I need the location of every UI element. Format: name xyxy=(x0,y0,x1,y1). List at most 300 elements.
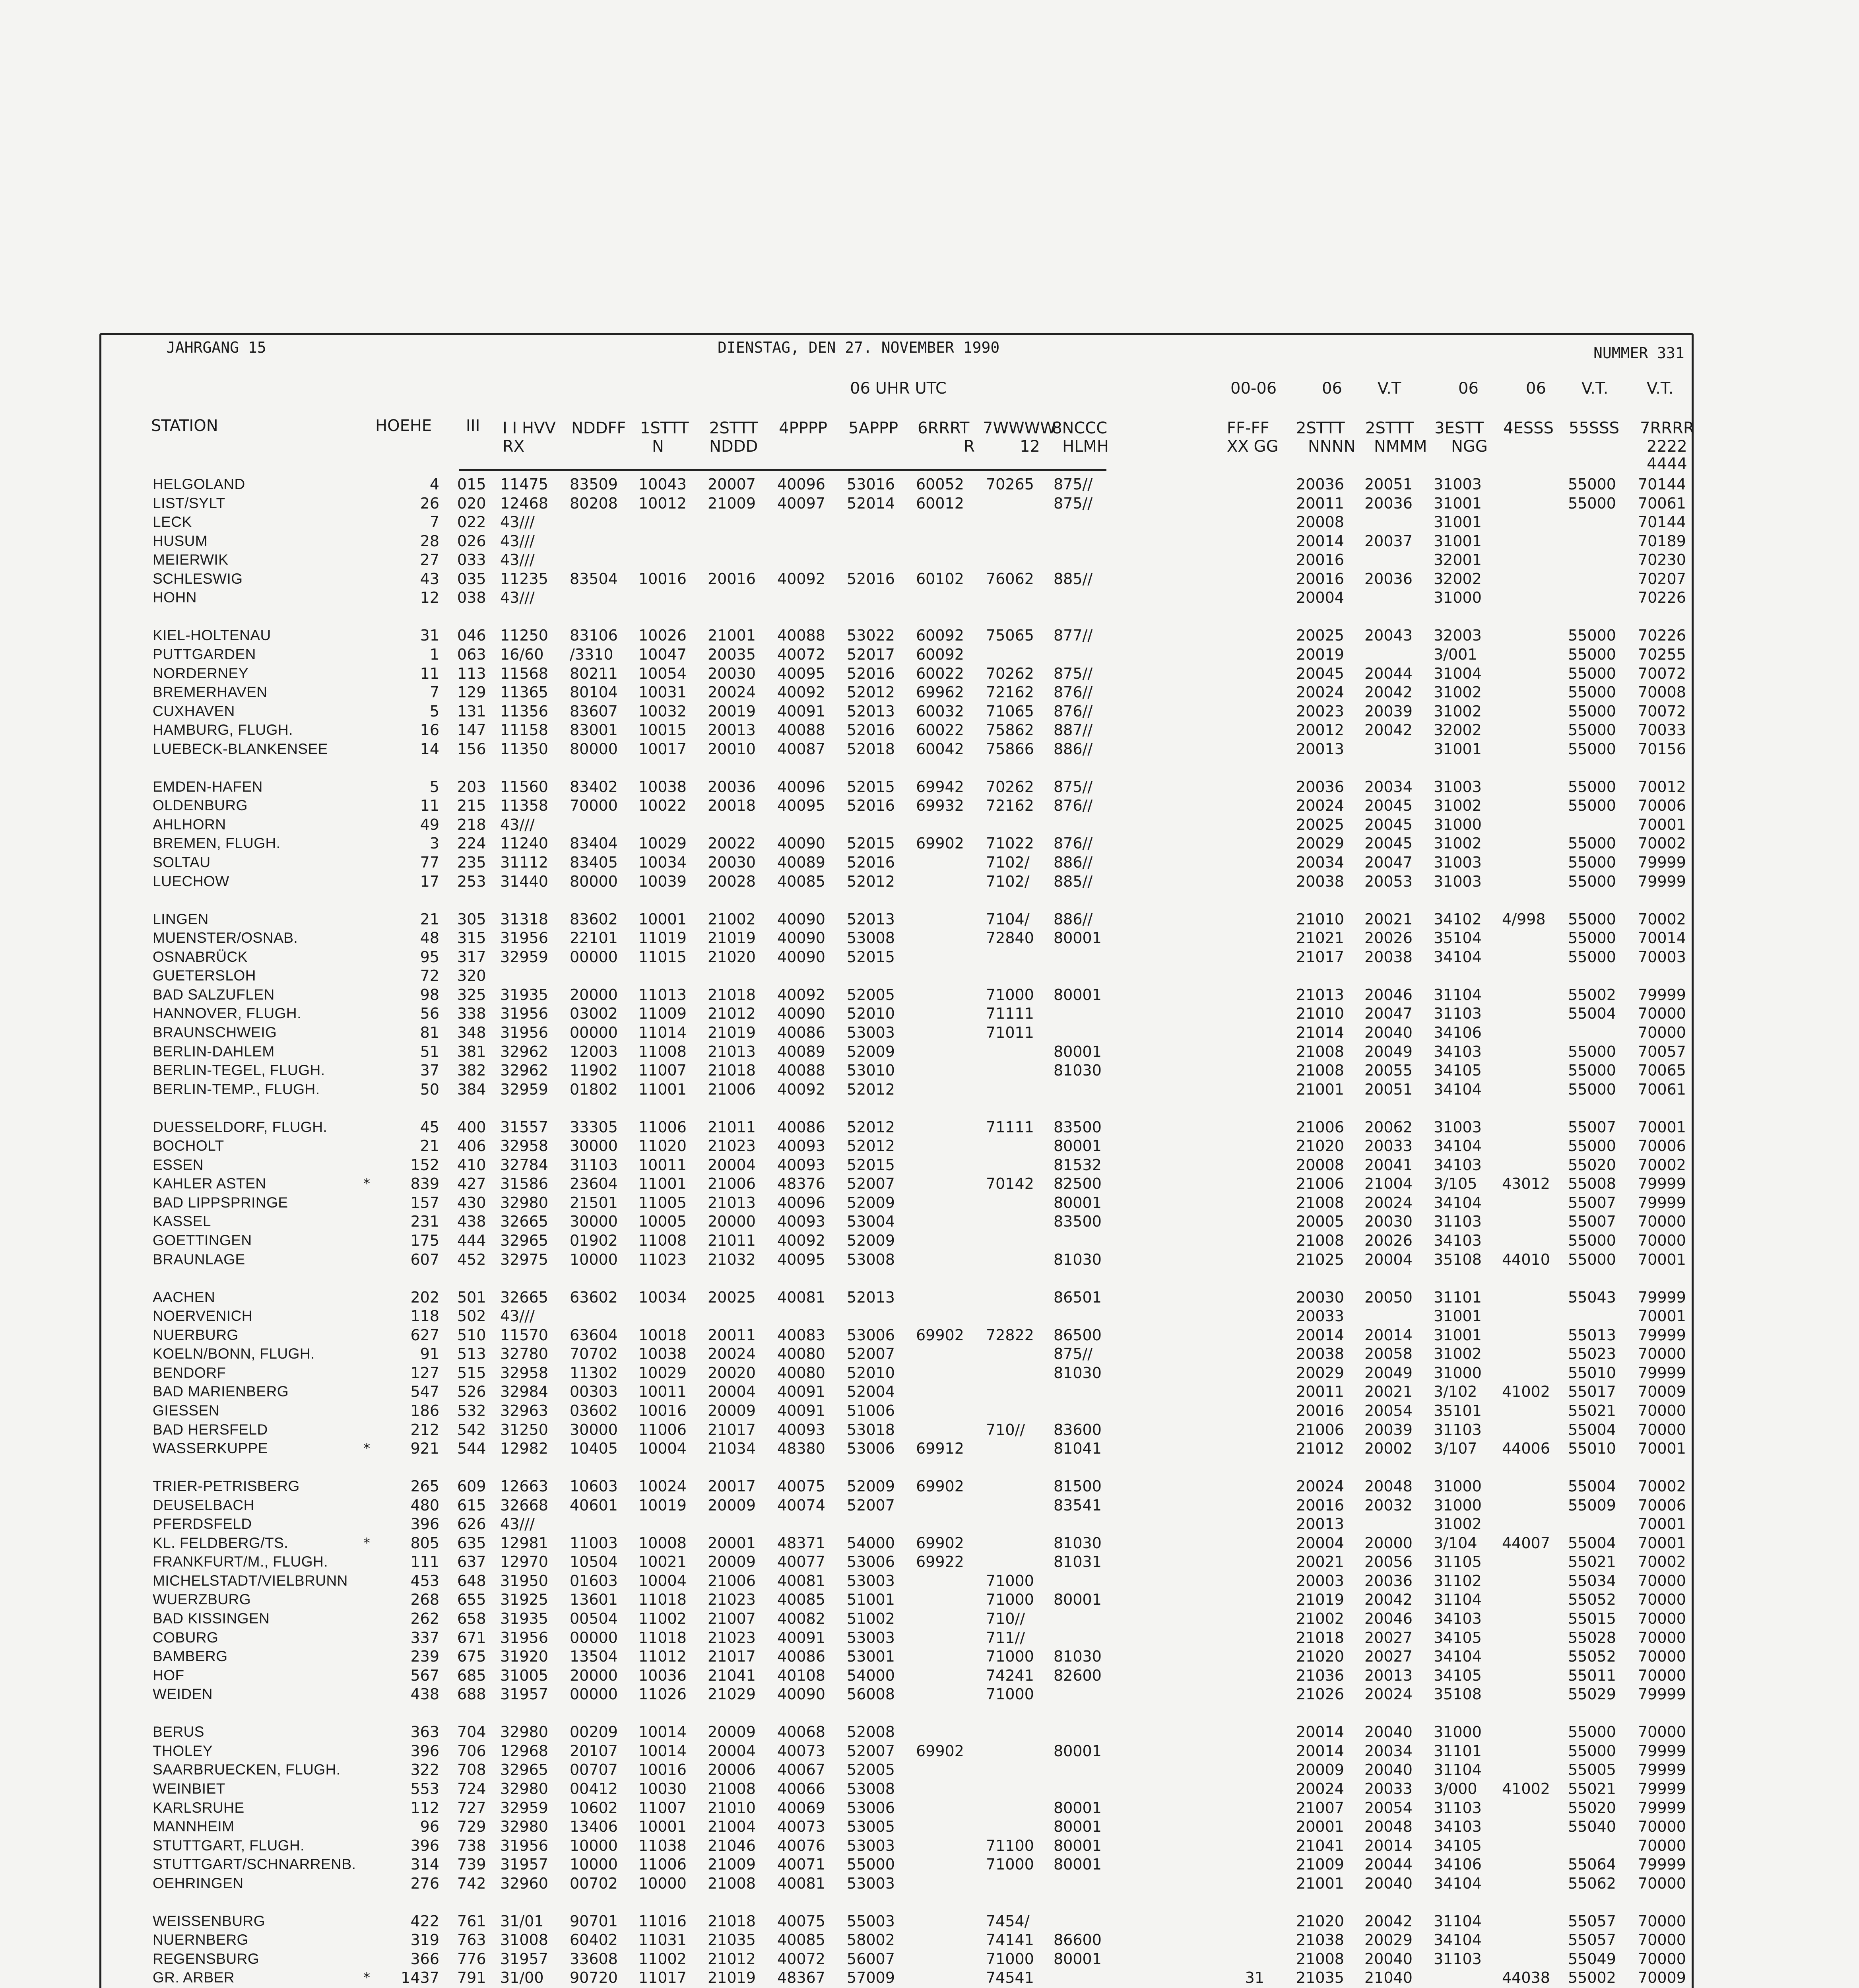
cell-g1-2sttt: 20016 xyxy=(708,570,756,588)
cell-g1-1sttt: 10038 xyxy=(638,778,687,796)
table-row xyxy=(0,1005,1859,1022)
cell-g2-2sttt-b: 20000 xyxy=(1364,1534,1413,1552)
station-name: BAD HERSFELD xyxy=(153,1421,268,1438)
station-height: 480 xyxy=(410,1496,439,1514)
cell-g2-55sss: 55004 xyxy=(1568,1477,1616,1495)
table-row xyxy=(0,948,1859,966)
table-row xyxy=(0,967,1859,984)
cell-g1-nddff: 10603 xyxy=(570,1477,618,1495)
cell-g2-2sttt-b: 20054 xyxy=(1364,1402,1413,1419)
cell-g1-5appp: 52015 xyxy=(847,948,895,966)
station-name: BERLIN-DAHLEM xyxy=(153,1043,275,1060)
cell-g2-55sss: 55000 xyxy=(1568,740,1616,758)
cell-g1-6rrrt: 60022 xyxy=(916,664,964,682)
cell-g1-7wwww: 75866 xyxy=(986,740,1034,758)
cell-g1-nddff: 12003 xyxy=(570,1043,618,1060)
cell-g1-i-hvv: 31957 xyxy=(500,1685,548,1703)
station-name: OSNABRÜCK xyxy=(153,948,248,965)
cell-g2-7rrrr: 79999 xyxy=(1638,854,1686,871)
cell-g1-8nccc: 80001 xyxy=(1054,1818,1102,1836)
cell-g1-i-hvv: 31956 xyxy=(500,1023,548,1041)
cell-g1-4pppp: 40092 xyxy=(777,1080,825,1098)
cell-g2-3estt: 34104 xyxy=(1434,1194,1482,1211)
cell-g2-2sttt-a: 20024 xyxy=(1296,1477,1344,1495)
cell-g1-1sttt: 10029 xyxy=(638,1364,687,1382)
cell-g1-5appp: 52010 xyxy=(847,1364,895,1382)
date-label: DIENSTAG, DEN 27. NOVEMBER 1990 xyxy=(718,339,1000,356)
cell-g2-7rrrr: 70000 xyxy=(1638,1629,1686,1646)
cell-g2-3estt: 31003 xyxy=(1434,854,1482,871)
cell-g1-8nccc: 81031 xyxy=(1054,1553,1102,1571)
cell-g1-4pppp: 40087 xyxy=(777,740,825,758)
cell-g1-7wwww: 71111 xyxy=(986,1005,1034,1023)
cell-g1-1sttt: 10016 xyxy=(638,1402,687,1419)
cell-g1-1sttt: 10034 xyxy=(638,854,687,871)
cell-g1-1sttt: 11018 xyxy=(638,1591,687,1609)
cell-g1-i-hvv: 43/// xyxy=(500,589,535,607)
cell-g1-5appp: 57009 xyxy=(847,1969,895,1987)
cell-g2-3estt: 34103 xyxy=(1434,1610,1482,1627)
station-name: DUESSELDORF, FLUGH. xyxy=(153,1118,328,1135)
cell-g2-3estt: 31000 xyxy=(1434,815,1482,833)
cell-g1-i-hvv: 12981 xyxy=(500,1534,548,1552)
cell-g1-1sttt: 10038 xyxy=(638,1345,687,1363)
cell-g1-i-hvv: 11350 xyxy=(500,740,548,758)
table-row xyxy=(0,1497,1859,1514)
cell-g2-55sss: 55057 xyxy=(1568,1912,1616,1930)
cell-g1-nddff: 11003 xyxy=(570,1534,618,1552)
cell-g2-55sss: 55000 xyxy=(1568,910,1616,928)
cell-g1-nddff: 22101 xyxy=(570,929,618,947)
cell-g1-7wwww: 710// xyxy=(986,1610,1025,1627)
cell-g1-nddff: 63602 xyxy=(570,1288,618,1306)
cell-g1-1sttt: 11007 xyxy=(638,1062,687,1079)
cell-g2-2sttt-a: 20029 xyxy=(1296,835,1344,852)
cell-g2-2sttt-a: 20011 xyxy=(1296,494,1344,512)
cell-g2-7rrrr: 70207 xyxy=(1638,570,1686,588)
table-row xyxy=(0,778,1859,796)
cell-g2-55sss: 55011 xyxy=(1568,1666,1616,1684)
cell-g1-i-hvv: 16/60 xyxy=(500,645,544,663)
cell-g1-2sttt: 20018 xyxy=(708,797,756,815)
cell-g1-nddff: 80211 xyxy=(570,664,618,682)
station-index: 020 xyxy=(457,494,486,512)
cell-g2-2sttt-b: 20030 xyxy=(1364,1213,1413,1231)
cell-g1-i-hvv: 11568 xyxy=(500,664,548,682)
cell-g1-nddff: 00000 xyxy=(570,1629,618,1646)
station-name: AACHEN xyxy=(153,1289,215,1305)
cell-g2-2sttt-b: 20054 xyxy=(1364,1799,1413,1817)
cell-g2-2sttt-a: 21008 xyxy=(1296,1194,1344,1211)
table-row xyxy=(0,1383,1859,1400)
cell-g2-2sttt-b: 20036 xyxy=(1364,570,1413,588)
table-row xyxy=(0,665,1859,682)
cell-g1-6rrrt: 60092 xyxy=(916,627,964,645)
cell-g1-i-hvv: 32980 xyxy=(500,1194,548,1211)
cell-g2-4esss: 44006 xyxy=(1502,1440,1550,1458)
cell-g2-3estt: 31000 xyxy=(1434,1496,1482,1514)
cell-g2-2sttt-a: 21002 xyxy=(1296,1610,1344,1627)
cell-g2-2sttt-b: 20024 xyxy=(1364,1194,1413,1211)
station-index: 513 xyxy=(457,1345,486,1363)
cell-g1-i-hvv: 43/// xyxy=(500,551,535,569)
cell-g2-2sttt-b: 20039 xyxy=(1364,1421,1413,1439)
cell-g1-nddff: 33305 xyxy=(570,1118,618,1136)
station-index: 224 xyxy=(457,835,486,852)
cell-g2-3estt: 31101 xyxy=(1434,1742,1482,1760)
cell-g1-1sttt: 10032 xyxy=(638,702,687,720)
table-row xyxy=(0,646,1859,663)
cell-g1-1sttt: 10015 xyxy=(638,721,687,739)
cell-g2-7rrrr: 70000 xyxy=(1638,1837,1686,1854)
cell-g1-1sttt: 11008 xyxy=(638,1043,687,1060)
cell-g2-2sttt-a: 20024 xyxy=(1296,797,1344,815)
cell-g1-2sttt: 21019 xyxy=(708,1023,756,1041)
cell-g1-4pppp: 40075 xyxy=(777,1477,825,1495)
station-name: BERLIN-TEGEL, FLUGH. xyxy=(153,1062,325,1079)
cell-g2-55sss: 55020 xyxy=(1568,1156,1616,1174)
cell-g1-i-hvv: 32980 xyxy=(500,1780,548,1798)
cell-g1-7wwww: 71011 xyxy=(986,1023,1034,1041)
cell-g1-5appp: 55000 xyxy=(847,1856,895,1873)
station-name: THOLEY xyxy=(153,1742,213,1759)
station-height: 239 xyxy=(410,1648,439,1666)
station-name: SCHLESWIG xyxy=(153,570,243,587)
cell-g2-4esss: 41002 xyxy=(1502,1383,1550,1401)
station-height: 118 xyxy=(410,1307,439,1325)
cell-g1-8nccc: 886// xyxy=(1054,910,1093,928)
cell-g1-nddff: 10405 xyxy=(570,1440,618,1458)
cell-g1-5appp: 53004 xyxy=(847,1213,895,1231)
cell-g1-4pppp: 40108 xyxy=(777,1666,825,1684)
cell-g1-1sttt: 10000 xyxy=(638,1874,687,1892)
cell-g2-7rrrr: 70000 xyxy=(1638,1591,1686,1609)
cell-g2-2sttt-b: 20034 xyxy=(1364,1742,1413,1760)
cell-g1-4pppp: 40077 xyxy=(777,1553,825,1571)
col-header-c8a: 7WWWW xyxy=(983,419,1056,437)
cell-g1-1sttt: 10019 xyxy=(638,1496,687,1514)
station-name: HAMBURG, FLUGH. xyxy=(153,722,293,738)
cell-g1-i-hvv: 31/00 xyxy=(500,1969,544,1987)
station-height: 453 xyxy=(410,1572,439,1590)
cell-g1-2sttt: 20006 xyxy=(708,1761,756,1779)
cell-g1-7wwww: 71100 xyxy=(986,1837,1034,1854)
cell-g2-55sss: 55000 xyxy=(1568,721,1616,739)
group-label-vt-c: V.T. xyxy=(1647,379,1674,398)
cell-g2-2sttt-a: 21036 xyxy=(1296,1666,1344,1684)
cell-g1-nddff: 80000 xyxy=(570,740,618,758)
cell-g2-55sss: 55005 xyxy=(1568,1761,1616,1779)
cell-g1-5appp: 52016 xyxy=(847,854,895,871)
station-name: GOETTINGEN xyxy=(153,1232,252,1248)
cell-g2-7rrrr: 70000 xyxy=(1638,1912,1686,1930)
cell-g2-2sttt-a: 21018 xyxy=(1296,1629,1344,1646)
cell-g2-55sss: 55004 xyxy=(1568,1421,1616,1439)
cell-g2-7rrrr: 70002 xyxy=(1638,1477,1686,1495)
cell-g2-55sss: 55000 xyxy=(1568,854,1616,871)
cell-g2-7rrrr: 79999 xyxy=(1638,1742,1686,1760)
cell-g2-55sss: 55015 xyxy=(1568,1610,1616,1627)
cell-g1-1sttt: 10022 xyxy=(638,797,687,815)
cell-g2-7rrrr: 70002 xyxy=(1638,1156,1686,1174)
cell-g1-nddff: 00000 xyxy=(570,1023,618,1041)
cell-g2-2sttt-a: 20024 xyxy=(1296,683,1344,701)
cell-g1-2sttt: 21018 xyxy=(708,986,756,1004)
cell-g1-nddff: 13504 xyxy=(570,1648,618,1666)
cell-g1-7wwww: 72162 xyxy=(986,797,1034,815)
cell-g2-2sttt-b: 21040 xyxy=(1364,1969,1413,1987)
cell-g1-8nccc: 83600 xyxy=(1054,1421,1102,1439)
cell-g1-i-hvv: 31/01 xyxy=(500,1912,544,1930)
station-index: 305 xyxy=(457,910,486,928)
cell-g2-2sttt-a: 20033 xyxy=(1296,1307,1344,1325)
cell-g1-4pppp: 40095 xyxy=(777,664,825,682)
cell-g2-3estt: 34103 xyxy=(1434,1043,1482,1060)
col-header-hoehe: HOEHE xyxy=(375,417,432,435)
cell-g2-2sttt-b: 20029 xyxy=(1364,1931,1413,1949)
cell-g1-7wwww: 7102/ xyxy=(986,854,1030,871)
cell-g2-3estt: 3/107 xyxy=(1434,1440,1477,1458)
table-row xyxy=(0,551,1859,569)
table-row xyxy=(0,1685,1859,1703)
cell-g2-3estt: 3/102 xyxy=(1434,1383,1477,1401)
station-index: 452 xyxy=(457,1250,486,1268)
station-name: SAARBRUECKEN, FLUGH. xyxy=(153,1761,341,1778)
cell-g1-5appp: 52009 xyxy=(847,1477,895,1495)
cell-g1-nddff: 83405 xyxy=(570,854,618,871)
cell-g1-nddff: 03002 xyxy=(570,1005,618,1023)
cell-g1-4pppp: 40074 xyxy=(777,1496,825,1514)
cell-g2-2sttt-b: 20042 xyxy=(1364,683,1413,701)
cell-g2-7rrrr: 70002 xyxy=(1638,1553,1686,1571)
cell-g2-7rrrr: 70072 xyxy=(1638,702,1686,720)
station-height: 26 xyxy=(420,494,439,512)
cell-g2-7rrrr: 70226 xyxy=(1638,589,1686,607)
cell-g2-7rrrr: 70226 xyxy=(1638,627,1686,645)
station-index: 026 xyxy=(457,532,486,550)
station-index: 235 xyxy=(457,854,486,871)
station-name: NUERNBERG xyxy=(153,1932,248,1948)
cell-g1-8nccc: 875// xyxy=(1054,664,1093,682)
station-height: 49 xyxy=(420,815,439,833)
station-index: 738 xyxy=(457,1837,486,1854)
table-row xyxy=(0,1326,1859,1344)
cell-g2-3estt: 31002 xyxy=(1434,797,1482,815)
cell-g1-1sttt: 11007 xyxy=(638,1799,687,1817)
cell-g2-55sss: 55004 xyxy=(1568,1534,1616,1552)
station-index: 763 xyxy=(457,1931,486,1949)
station-name: WUERZBURG xyxy=(153,1591,251,1608)
cell-g2-3estt: 31103 xyxy=(1434,1213,1482,1231)
cell-g2-2sttt-b: 20049 xyxy=(1364,1364,1413,1382)
cell-g1-nddff: 01902 xyxy=(570,1232,618,1249)
group-label-06-b: 06 xyxy=(1458,379,1479,398)
group-label-vt-a: V.T xyxy=(1378,379,1401,398)
cell-g1-8nccc: 86501 xyxy=(1054,1288,1102,1306)
cell-g2-2sttt-b: 20047 xyxy=(1364,1005,1413,1023)
cell-g2-7rrrr: 70001 xyxy=(1638,815,1686,833)
cell-g1-7wwww: 74541 xyxy=(986,1969,1034,1987)
cell-g2-2sttt-a: 20004 xyxy=(1296,1534,1344,1552)
cell-g1-5appp: 52015 xyxy=(847,1156,895,1174)
cell-g2-3estt: 31003 xyxy=(1434,778,1482,796)
cell-g2-3estt: 35108 xyxy=(1434,1685,1482,1703)
col-header-c10b: XX GG xyxy=(1227,437,1279,456)
cell-g2-2sttt-a: 20024 xyxy=(1296,1780,1344,1798)
cell-g1-i-hvv: 11250 xyxy=(500,627,548,645)
cell-g1-7wwww: 71000 xyxy=(986,986,1034,1004)
station-index: 253 xyxy=(457,872,486,890)
table-row xyxy=(0,476,1859,493)
cell-g2-55sss: 55010 xyxy=(1568,1440,1616,1458)
cell-g1-4pppp: 40081 xyxy=(777,1874,825,1892)
cell-g1-i-hvv: 12970 xyxy=(500,1553,548,1571)
col-header-c16a: 7RRRR xyxy=(1640,419,1694,437)
cell-g2-7rrrr: 70000 xyxy=(1638,1005,1686,1023)
cell-g1-i-hvv: 31112 xyxy=(500,854,548,871)
station-index: 502 xyxy=(457,1307,486,1325)
cell-g1-nddff: 13406 xyxy=(570,1818,618,1836)
cell-g1-i-hvv: 32959 xyxy=(500,1080,548,1098)
table-row xyxy=(0,1421,1859,1439)
cell-g1-4pppp: 40085 xyxy=(777,1931,825,1949)
col-header-c11a: 2STTT xyxy=(1296,419,1345,437)
station-height: 91 xyxy=(420,1345,439,1363)
cell-g1-7wwww: 71000 xyxy=(986,1685,1034,1703)
cell-g1-8nccc: 80001 xyxy=(1054,1950,1102,1968)
cell-g2-7rrrr: 70000 xyxy=(1638,1931,1686,1949)
cell-g1-i-hvv: 12968 xyxy=(500,1742,548,1760)
cell-g1-4pppp: 40090 xyxy=(777,1685,825,1703)
cell-g1-2sttt: 21013 xyxy=(708,1194,756,1211)
cell-g2-2sttt-b: 20041 xyxy=(1364,1156,1413,1174)
cell-g1-6rrrt: 60052 xyxy=(916,476,964,493)
cell-g1-1sttt: 10016 xyxy=(638,570,687,588)
station-height: 396 xyxy=(410,1515,439,1533)
station-name: MICHELSTADT/VIELBRUNN xyxy=(153,1572,348,1589)
station-height: 276 xyxy=(410,1874,439,1892)
cell-g2-2sttt-b: 20045 xyxy=(1364,835,1413,852)
station-index: 526 xyxy=(457,1383,486,1401)
cell-g2-3estt: 31001 xyxy=(1434,494,1482,512)
cell-g1-2sttt: 21029 xyxy=(708,1685,756,1703)
col-header-iii: III xyxy=(466,417,480,435)
cell-g2-7rrrr: 70255 xyxy=(1638,645,1686,663)
station-index: 615 xyxy=(457,1496,486,1514)
table-row xyxy=(0,1232,1859,1249)
cell-g1-2sttt: 21018 xyxy=(708,1062,756,1079)
cell-g2-2sttt-b: 20040 xyxy=(1364,1723,1413,1741)
station-name: BAD KISSINGEN xyxy=(153,1610,270,1627)
cell-g1-i-hvv: 32780 xyxy=(500,1345,548,1363)
cell-g1-5appp: 53006 xyxy=(847,1440,895,1458)
cell-g2-2sttt-b: 20040 xyxy=(1364,1874,1413,1892)
cell-g2-7rrrr: 70001 xyxy=(1638,1118,1686,1136)
station-name: WEIDEN xyxy=(153,1686,213,1703)
cell-g1-i-hvv: 31956 xyxy=(500,1005,548,1023)
cell-g1-i-hvv: 31956 xyxy=(500,929,548,947)
cell-g1-8nccc: 81041 xyxy=(1054,1440,1102,1458)
table-row xyxy=(0,1818,1859,1835)
cell-g1-4pppp: 40072 xyxy=(777,645,825,663)
station-height: 396 xyxy=(410,1742,439,1760)
cell-g1-7wwww: 71000 xyxy=(986,1572,1034,1590)
cell-g1-2sttt: 20000 xyxy=(708,1213,756,1231)
cell-g1-6rrrt: 60012 xyxy=(916,494,964,512)
table-row xyxy=(0,1723,1859,1741)
cell-g2-2sttt-b: 20026 xyxy=(1364,1232,1413,1249)
cell-g1-5appp: 52013 xyxy=(847,910,895,928)
station-height: 127 xyxy=(410,1364,439,1382)
cell-g2-3estt: 31001 xyxy=(1434,1307,1482,1325)
cell-g1-8nccc: 887// xyxy=(1054,721,1093,739)
cell-g2-2sttt-a: 20004 xyxy=(1296,589,1344,607)
station-index: 791 xyxy=(457,1969,486,1987)
cell-g2-2sttt-a: 21014 xyxy=(1296,1023,1344,1041)
cell-g1-7wwww: 71000 xyxy=(986,1856,1034,1873)
cell-g1-1sttt: 10016 xyxy=(638,1761,687,1779)
cell-g2-2sttt-a: 20001 xyxy=(1296,1818,1344,1836)
cell-g2-2sttt-a: 20034 xyxy=(1296,854,1344,871)
table-row xyxy=(0,1856,1859,1873)
station-index: 317 xyxy=(457,948,486,966)
cell-g1-5appp: 52010 xyxy=(847,1005,895,1023)
cell-g1-8nccc: 81030 xyxy=(1054,1250,1102,1268)
cell-g2-2sttt-b: 20062 xyxy=(1364,1118,1413,1136)
cell-g1-7wwww: 70262 xyxy=(986,664,1034,682)
cell-g1-5appp: 52016 xyxy=(847,570,895,588)
station-name: PUTTGARDEN xyxy=(153,646,256,662)
cell-g1-8nccc: 80001 xyxy=(1054,1856,1102,1873)
cell-g2-3estt: 31001 xyxy=(1434,513,1482,531)
cell-g2-55sss: 55004 xyxy=(1568,1005,1616,1023)
cell-g2-2sttt-a: 20014 xyxy=(1296,1742,1344,1760)
table-row xyxy=(0,1950,1859,1968)
cell-g2-2sttt-a: 20036 xyxy=(1296,778,1344,796)
cell-g2-7rrrr: 70033 xyxy=(1638,721,1686,739)
cell-g2-3estt: 31103 xyxy=(1434,1799,1482,1817)
cell-g1-2sttt: 21009 xyxy=(708,1856,756,1873)
table-row xyxy=(0,627,1859,644)
cell-g1-2sttt: 20001 xyxy=(708,1534,756,1552)
cell-g1-7wwww: 71065 xyxy=(986,702,1034,720)
cell-g1-5appp: 52012 xyxy=(847,872,895,890)
cell-g2-2sttt-b: 20004 xyxy=(1364,1250,1413,1268)
cell-g2-55sss: 55000 xyxy=(1568,929,1616,947)
cell-g1-i-hvv: 32958 xyxy=(500,1137,548,1155)
cell-g2-2sttt-a: 21010 xyxy=(1296,910,1344,928)
cell-g1-5appp: 52012 xyxy=(847,1080,895,1098)
station-index: 658 xyxy=(457,1610,486,1627)
station-index: 776 xyxy=(457,1950,486,1968)
table-row xyxy=(0,1364,1859,1382)
cell-g1-2sttt: 20024 xyxy=(708,1345,756,1363)
cell-g2-7rrrr: 79999 xyxy=(1638,872,1686,890)
cell-g1-2sttt: 21001 xyxy=(708,627,756,645)
cell-g2-7rrrr: 70009 xyxy=(1638,1383,1686,1401)
cell-g2-2sttt-b: 20047 xyxy=(1364,854,1413,871)
cell-g1-nddff: 63604 xyxy=(570,1326,618,1344)
station-index: 688 xyxy=(457,1685,486,1703)
cell-g2-7rrrr: 70014 xyxy=(1638,929,1686,947)
station-index: 147 xyxy=(457,721,486,739)
station-index: 338 xyxy=(457,1005,486,1023)
station-height: 37 xyxy=(420,1062,439,1079)
station-name: GIESSEN xyxy=(153,1402,219,1419)
cell-g1-2sttt: 21035 xyxy=(708,1931,756,1949)
cell-g1-1sttt: 10034 xyxy=(638,1288,687,1306)
cell-g1-5appp: 52007 xyxy=(847,1175,895,1193)
